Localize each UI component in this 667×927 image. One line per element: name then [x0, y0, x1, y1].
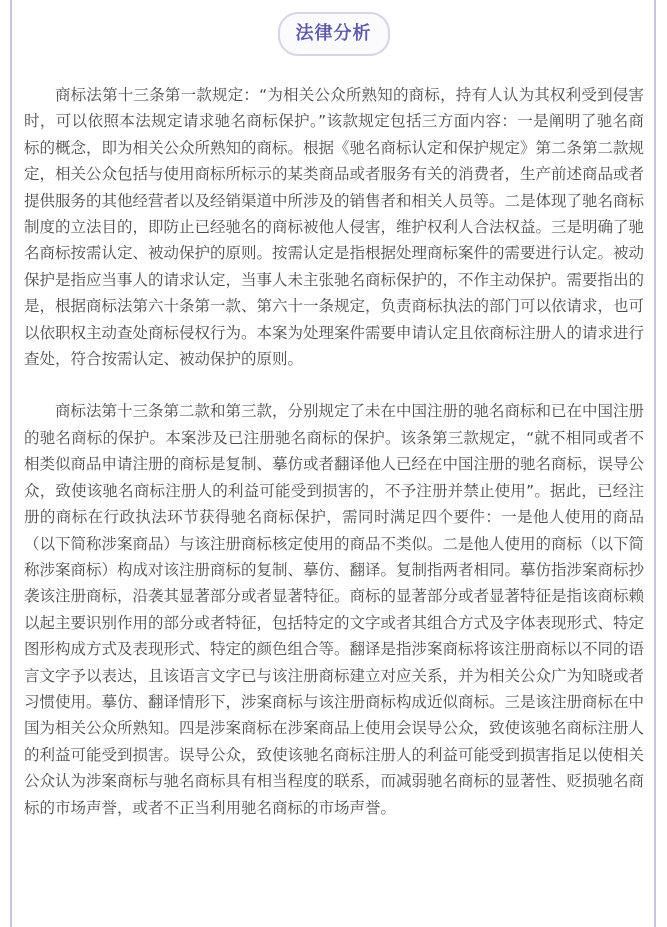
- title-area: [0, 12, 667, 56]
- paragraph-2: 商标法第十三条第二款和第三款，分别规定了未在中国注册的驰名商标和已在中国注册的驰名商标的保护。本案涉及已注册驰名商标的保护。该条第三款规定，“就不相同或者不相类似商品申请注册的商标是复制、摹仿或者翻译他人已经在中国注册的驰名商标，误导公众，致使该驰名商标注册人的利益可能受到损害的，不予注册并禁止使用”。据此，已经注册的商标在行政执法环节获得驰名商标保护，需同时满足四个要件：一是他人使用的商品（以下简称涉案商品）与该注册商标核定使用的商品不类似。二是他人使用的商标（以下简称涉案商标）构成对该注册商标的复制、摹仿、翻译。复制指两者相同。摹仿指涉案商标抄袭该注册商标，沿袭其显著部分或者显著特征。商标的显著部分或者显著特征是指该商标赖以起主要识别作用的部分或者特征，包括特定的文字或者其组合方式及字体表现形式、特定图形构成方式及表现形式、特定的颜色组合等。翻译是指涉案商标将该注册商标以不同的语言文字予以表达，且该语言文字已与该注册商标建立对应关系，并为相关公众广为知晓或者习惯使用。摹仿、翻译情形下，涉案商标与该注册商标构成近似商标。三是该注册商标在中国为相关公众所熟知。四是涉案商标在涉案商品上使用会误导公众，致使该驰名商标注册人的利益可能受到损害。误导公众，致使该驰名商标注册人的利益可能受到损害指足以使相关公众认为涉案商标与驰名商标具有相当程度的联系，而减弱驰名商标的显著性、贬损驰名商标的市场声誉，或者不正当利用驰名商标的市场声誉。: [24, 402, 645, 817]
- article-body: [24, 82, 644, 821]
- section-title-badge: 法律分析: [278, 12, 390, 56]
- paragraph-1: 商标法第十三条第一款规定：“为相关公众所熟知的商标，持有人认为其权利受到侵害时，可以依照本法规定请求驰名商标保护。”该款规定包括三方面内容：一是阐明了驰名商标的概念，即为相关公众所熟知的商标。根据《驰名商标认定和保护规定》第二条第二款规定，相关公众包括与使用商标所标示的某类商品或者服务有关的消费者，生产前述商品或者提供服务的其他经营者以及经销渠道中所涉及的销售者和相关人员等。二是体现了驰名商标制度的立法目的，即防止已经驰名的商标被他人侵害，维护权利人合法权益。三是明确了驰名商标按需认定、被动保护的原则。按需认定是指根据处理商标案件的需要进行认定。被动保护是指应当事人的请求认定，当事人未主张驰名商标保护的，不作主动保护。需要指出的是，根据商标法第六十条第一款、第六十一条规定，负责商标执法的部门可以依请求，也可以依职权主动查处商标侵权行为。本案为处理案件需要申请认定且依商标注册人的请求进行查处，符合按需认定、被动保护的原则。: [24, 86, 645, 369]
